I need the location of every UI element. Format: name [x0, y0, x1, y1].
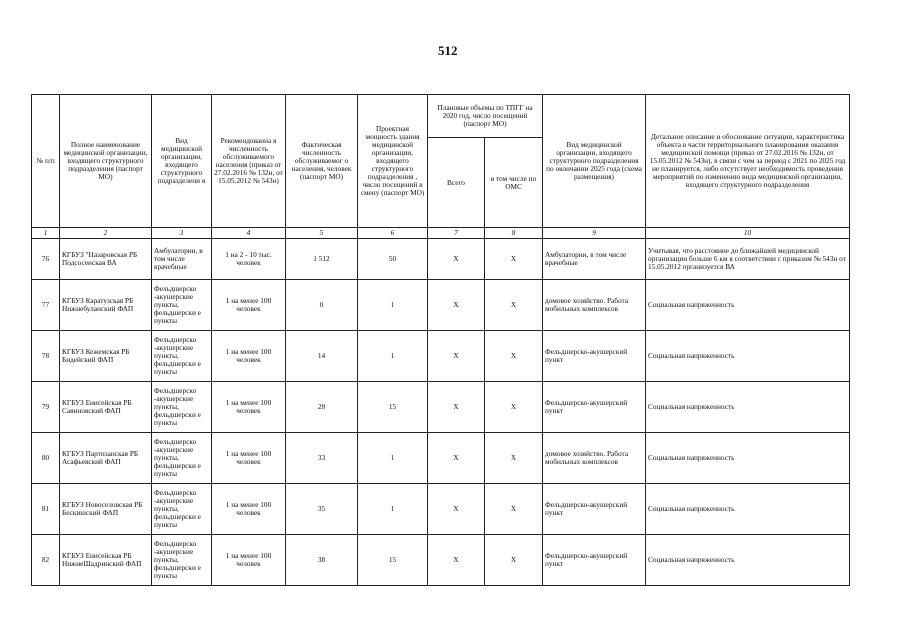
table-row — [32, 280, 850, 331]
column-number: 8 — [485, 228, 543, 239]
planned-oms: X — [485, 382, 543, 433]
description: Социальная напряженность — [646, 280, 850, 331]
actual-population: 38 — [286, 535, 358, 586]
organization-type: Амбулатории, в том числе врачебные — [152, 239, 212, 280]
row-number: 81 — [32, 484, 60, 535]
organization-name: КГБУЗ Енисейская РБ НижнеШадринский ФАП — [60, 535, 152, 586]
planned-total: X — [428, 484, 485, 535]
row-number: 79 — [32, 382, 60, 433]
organization-type: Фельдшерско -акушерские пункты, фельдшерски е пункты — [152, 382, 212, 433]
row-number: 82 — [32, 535, 60, 586]
type-2025: Фельдшерско-акушерский пункт — [543, 382, 646, 433]
column-number: 9 — [543, 228, 646, 239]
column-number-row — [32, 228, 850, 239]
organization-name: КГБУЗ Новоселовская РБ Бескишский ФАП — [60, 484, 152, 535]
column-number: 6 — [358, 228, 428, 239]
table-row — [32, 239, 850, 280]
planned-total: X — [428, 331, 485, 382]
table-row — [32, 382, 850, 433]
organization-type: Фельдшерско -акушерские пункты, фельдшерски е пункты — [152, 331, 212, 382]
actual-population: 35 — [286, 484, 358, 535]
planned-oms: X — [485, 433, 543, 484]
organization-name: КГБУЗ Партизанская РБ Асафьевский ФАП — [60, 433, 152, 484]
actual-population: 28 — [286, 382, 358, 433]
organization-type: Фельдшерско -акушерские пункты, фельдшерски е пункты — [152, 433, 212, 484]
row-number: 76 — [32, 239, 60, 280]
description: Социальная напряженность — [646, 484, 850, 535]
column-number: 4 — [212, 228, 286, 239]
medical-organizations-table — [31, 94, 850, 586]
actual-population: 1 512 — [286, 239, 358, 280]
column-number: 7 — [428, 228, 485, 239]
header-organization-type: Вид медицинской организации, входящего структурного подразделени я — [152, 95, 212, 228]
column-number: 2 — [60, 228, 152, 239]
header-design-capacity: Проектная мощность здания медицинской организации, входящего структурного подразделения , число посещений в смену (паспорт МО) — [358, 95, 428, 228]
type-2025: Амбулатории, в том числе врачебные — [543, 239, 646, 280]
description: Социальная напряженность — [646, 535, 850, 586]
header-row — [32, 95, 850, 138]
planned-oms: X — [485, 535, 543, 586]
description: Учитывая, что расстояние до ближайшей медицинской организации больше 6 км в соответствии с приказом № 543н от 15.05.2012 организуется ВА — [646, 239, 850, 280]
table-row — [32, 331, 850, 382]
organization-type: Фельдшерско -акушерские пункты, фельдшерски е пункты — [152, 484, 212, 535]
organization-name: КГБУЗ Каратузская РБ Нижнебуланский ФАП — [60, 280, 152, 331]
type-2025: Фельдшерско-акушерский пункт — [543, 535, 646, 586]
planned-total: X — [428, 382, 485, 433]
design-capacity: 1 — [358, 280, 428, 331]
planned-oms: X — [485, 280, 543, 331]
actual-population: 14 — [286, 331, 358, 382]
column-number: 10 — [646, 228, 850, 239]
header-type-2025: Вид медицинской организации, входящего структурного подразделения по окончании 2025 года (схема размещения) — [543, 95, 646, 228]
organization-name: КГБУЗ Енисейская РБ Савиновский ФАП — [60, 382, 152, 433]
column-number: 1 — [32, 228, 60, 239]
design-capacity: 1 — [358, 433, 428, 484]
actual-population: 33 — [286, 433, 358, 484]
recommended-population: 1 на менее 100 человек — [212, 433, 286, 484]
table-row — [32, 433, 850, 484]
header-total: Всего — [428, 138, 485, 228]
planned-total: X — [428, 280, 485, 331]
header-oms: в том числе по ОМС — [485, 138, 543, 228]
table-row — [32, 484, 850, 535]
type-2025: Фельдшерско-акушерский пункт — [543, 331, 646, 382]
description: Социальная напряженность — [646, 433, 850, 484]
design-capacity: 15 — [358, 382, 428, 433]
type-2025: домовое хозяйство. Работа мобильных комплексов — [543, 433, 646, 484]
row-number: 78 — [32, 331, 60, 382]
recommended-population: 1 на менее 100 человек — [212, 382, 286, 433]
recommended-population: 1 на менее 100 человек — [212, 535, 286, 586]
recommended-population: 1 на 2 - 10 тыс. человек — [212, 239, 286, 280]
organization-type: Фельдшерско -акушерские пункты, фельдшерски е пункты — [152, 280, 212, 331]
planned-total: X — [428, 535, 485, 586]
type-2025: Фельдшерско-акушерский пункт — [543, 484, 646, 535]
page-number: 512 — [438, 43, 458, 58]
header-recommended-population: Рекомендованна я численность обслуживаемого населения (приказ от 27.02.2016 № 132н, от 15.05.2012 № 543н) — [212, 95, 286, 228]
table-row — [32, 535, 850, 586]
header-number: № п/п — [32, 95, 60, 228]
header-description: Детальное описание и обоснование ситуации, характеристика объекта в части территориального планирования оказания медицинской помощи (приказ от 27.02.2016 № 132н, от 15.05.2012 № 543н), в связи с чем за период с 2021 по 2025 год не планируется, либо отсутствует необходимость проведения мероприятий по изменению вида медицинской организации, входящего структурного подразделения — [646, 95, 850, 228]
planned-total: X — [428, 433, 485, 484]
row-number: 77 — [32, 280, 60, 331]
header-actual-population: Фактическая численность обслуживаемог о населения, человек (паспорт МО) — [286, 95, 358, 228]
column-number: 5 — [286, 228, 358, 239]
design-capacity: 1 — [358, 484, 428, 535]
recommended-population: 1 на менее 100 человек — [212, 484, 286, 535]
actual-population: 0 — [286, 280, 358, 331]
recommended-population: 1 на менее 100 человек — [212, 331, 286, 382]
column-number: 3 — [152, 228, 212, 239]
organization-name: КГБУЗ "Назаровская РБ Подсосенская ВА — [60, 239, 152, 280]
description: Социальная напряженность — [646, 331, 850, 382]
header-planned-volumes: Плановые объемы по ТПГГ на 2020 год, число посещений (паспорт МО) — [428, 95, 543, 138]
organization-name: КГБУЗ Кежемская РБ Бидейский ФАП — [60, 331, 152, 382]
description: Социальная напряженность — [646, 382, 850, 433]
planned-oms: X — [485, 331, 543, 382]
design-capacity: 15 — [358, 535, 428, 586]
design-capacity: 50 — [358, 239, 428, 280]
type-2025: домовое хозяйство. Работа мобильных комплексов — [543, 280, 646, 331]
planned-total: X — [428, 239, 485, 280]
organization-type: Фельдшерско -акушерские пункты, фельдшерски е пункты — [152, 535, 212, 586]
planned-oms: X — [485, 484, 543, 535]
design-capacity: 1 — [358, 331, 428, 382]
planned-oms: X — [485, 239, 543, 280]
header-organization-name: Полное наименование медицинской организации, входящего структурного подразделения (паспорт МО) — [60, 95, 152, 228]
recommended-population: 1 на менее 100 человек — [212, 280, 286, 331]
row-number: 80 — [32, 433, 60, 484]
